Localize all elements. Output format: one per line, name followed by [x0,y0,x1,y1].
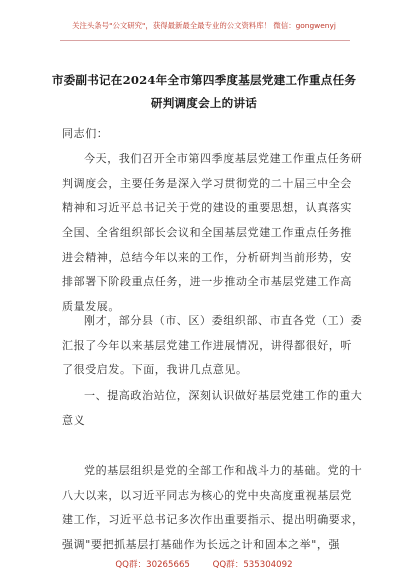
footer-qq-group-2: QQ群：535304092 [212,560,293,570]
paragraph-line: 建工作，习近平总书记多次作出重要指示、提出明确要求， [62,513,364,527]
greeting-text: 同志们： [62,127,109,140]
paragraph-line: 精神和习近平总书记关于党的建设的重要思想，认真落实 [62,201,352,215]
paragraph-line: 质量发展。 [62,300,120,314]
paragraph-line: 判调度会，主要任务是深入学习贯彻党的二十届三中全会 [62,176,352,190]
footer-qq-group-1: QQ群：30265665 [115,560,190,570]
paragraph-line: 进会精神，总结今年以来的工作，分析研判当前形势，安 [62,250,352,264]
document-title-line-2: 研判调度会上的讲话 [150,96,258,110]
footer-contact [0,558,408,570]
paragraph-line: 八大以来，以习近平同志为核心的党中央高度重视基层党 [62,488,352,502]
greeting [62,122,352,147]
paragraph-line: 刚才，部分县（市、区）委组织部、市直各党（工）委 [84,314,363,327]
section-heading-line: 意义 [62,413,86,427]
paragraph-line: 全国、全省组织部长会议和全国基层党建工作重点任务推 [62,226,352,240]
section-heading-line: 一、提高政治站位，深刻认识做好基层党建工作的重大 [84,389,363,402]
document-title-line-1: 市委副书记在2024年全市第四季度基层党建工作重点任务 [51,73,357,87]
paragraph-line: 汇报了今年以来基层党建工作进展情况，讲得都很好，听 [62,338,352,352]
paragraph-line: 今天，我们召开全市第四季度基层党建工作重点任务研 [84,152,363,165]
paragraph-line: 强调"要把抓基层打基础作为长远之计和固本之举"，强 [62,538,341,552]
paragraph-line: 排部署下阶段重点任务，进一步推动全市基层党建工作高 [62,275,352,289]
section-heading-1 [62,384,363,433]
header-banner: 关注头条号"公文研究"，获得最新最全最专业的公文资料库！ 微信：gongwenyj [72,21,336,30]
paragraph-reports [62,309,363,383]
paragraph-opening [62,147,363,320]
header-divider [60,40,350,41]
paragraph-line: 了很受启发。下面，我讲几点意见。 [62,363,248,377]
paragraph-line: 党的基层组织是党的全部工作和战斗力的基础。党的十 [84,464,363,477]
paragraph-significance [62,459,364,558]
